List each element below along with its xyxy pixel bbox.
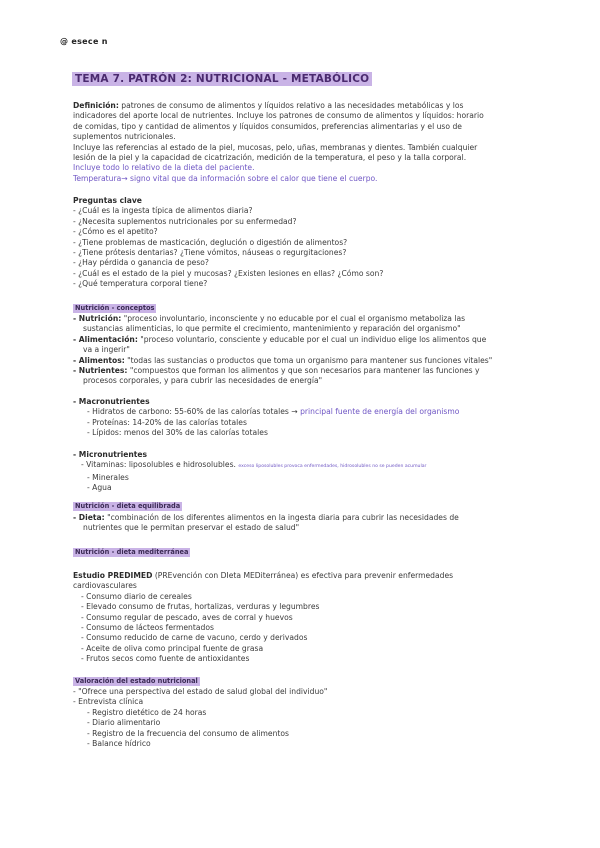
assessment-item: - Registro de la frecuencia del consumo de alimentos xyxy=(87,728,289,738)
assessment-line: - "Ofrece una perspectiva del estado de salud global del individuo" xyxy=(73,687,328,696)
definition-note: Incluye todo lo relativo de la dieta del paciente. xyxy=(73,163,255,173)
assessment-item: - Diario alimentario xyxy=(87,718,161,728)
med-item: - Consumo reducido de carne de vacuno, cerdo y derivados xyxy=(81,633,308,643)
question-item: - ¿Cuál es el estado de la piel y mucosas? ¿Existen lesiones en ellas? ¿Cómo son? xyxy=(73,268,384,278)
author-watermark: @ esece n xyxy=(60,37,108,46)
micro-item: - Vitaminas: liposolubles e hidrosolubles. xyxy=(81,460,239,470)
med-item: - Elevado consumo de frutas, hortalizas, verduras y legumbres xyxy=(81,602,320,612)
micro-item: - Agua xyxy=(87,483,112,493)
macro-block xyxy=(73,397,533,439)
macro-note: principal fuente de energía del organismo xyxy=(300,407,460,417)
study-text: cardiovasculares xyxy=(73,581,137,591)
assessment-item: - Registro dietético de 24 horas xyxy=(87,707,207,717)
assessment-block xyxy=(73,687,533,749)
definition-block xyxy=(73,101,533,184)
question-item: - ¿Tiene problemas de masticación, deglución o digestión de alimentos? xyxy=(73,237,348,247)
page-title: TEMA 7. PATRÓN 2: NUTRICIONAL - METABÓLICO xyxy=(72,72,372,86)
definition-line: suplementos nutricionales. xyxy=(73,132,176,142)
mediterranean-block xyxy=(73,571,533,665)
concept-def: procesos corporales, y para cubrir las necesidades de energía" xyxy=(83,376,323,386)
concept-def: sustancias alimenticias, lo que permite el crecimiento, mantenimiento y reparación del organismo" xyxy=(83,324,461,334)
med-item: - Aceite de oliva como principal fuente de grasa xyxy=(81,643,264,653)
micro-block xyxy=(73,450,533,494)
study-text: (PREvención con DIeta MEDiterránea) es efectiva para prevenir enfermedades xyxy=(152,571,454,580)
question-item: - ¿Hay pérdida o ganancia de peso? xyxy=(73,258,209,268)
definition-label: Definición: xyxy=(73,101,119,110)
section-heading-diet: Nutrición - dieta equilibrada xyxy=(75,502,181,510)
concept-def: "proceso involuntario, inconsciente y no educable por el cual el organismo metaboliza las xyxy=(121,314,466,323)
med-item: - Consumo de lácteos fermentados xyxy=(81,623,214,633)
concept-term: - Alimentos: xyxy=(73,355,125,365)
definition-line: indicadores del aporte local de nutrientes. Incluye los patrones de consumo de alimentos y líquidos: horario xyxy=(73,111,484,121)
macro-item: - Proteínas: 14-20% de las calorías totales xyxy=(87,417,247,427)
question-item: - ¿Cómo es el apetito? xyxy=(73,227,158,237)
questions-heading: Preguntas clave xyxy=(73,196,142,205)
diet-def: "combinación de los diferentes alimentos en la ingesta diaria para cubrir las necesidades de xyxy=(104,513,459,522)
question-item: - ¿Tiene prótesis dentarias? ¿Tiene vómitos, náuseas o regurgitaciones? xyxy=(73,248,347,258)
section-heading-assessment: Valoración del estado nutricional xyxy=(75,677,198,685)
definition-line: de comidas, tipo y cantidad de alimentos y líquidos consumidos, preferencias alimentarias y el uso de xyxy=(73,121,462,131)
definition-note: Temperatura→ signo vital que da información sobre el calor que tiene el cuerpo. xyxy=(73,173,378,183)
question-item: - ¿Cuál es la ingesta típica de alimentos diaria? xyxy=(73,206,253,216)
concept-def: va a ingerir" xyxy=(83,345,130,355)
concept-term: - Nutrición: xyxy=(73,314,122,323)
med-item: - Consumo diario de cereales xyxy=(81,591,192,601)
med-item: - Consumo regular de pescado, aves de corral y huevos xyxy=(81,612,293,622)
section-heading-concepts: Nutrición - conceptos xyxy=(75,304,155,312)
med-item: - Frutos secos como fuente de antioxidantes xyxy=(81,654,250,664)
questions-block xyxy=(73,196,533,290)
concept-def: "compuestos que forman los alimentos y que son necesarios para mantener las funciones y xyxy=(127,366,480,376)
macro-item: - Hidratos de carbono: 55-60% de las calorías totales xyxy=(87,407,289,417)
arrow-glyph: → xyxy=(288,407,301,417)
definition-line: Incluye las referencias al estado de la piel, mucosas, pelo, uñas, membranas y dientes. También cualquier xyxy=(73,142,478,152)
diet-term: - Dieta: xyxy=(73,513,105,522)
study-term: Estudio PREDIMED xyxy=(73,571,153,580)
question-item: - ¿Qué temperatura corporal tiene? xyxy=(73,279,208,289)
concept-def: "todas las sustancias o productos que toma un organismo para mantener sus funciones vitales" xyxy=(124,355,493,365)
concept-def: "proceso voluntario, consciente y educable por el cual un individuo elige los alimentos que xyxy=(137,334,487,344)
section-heading-mediterranean: Nutrición - dieta mediterránea xyxy=(75,548,189,556)
question-item: - ¿Necesita suplementos nutricionales por su enfermedad? xyxy=(73,216,297,226)
micro-heading: - Micronutrientes xyxy=(73,450,148,459)
definition-line: lesión de la piel y la capacidad de cicatrización, medición de la temperatura, el peso y la talla corporal. xyxy=(73,153,467,163)
macro-heading: - Macronutrientes xyxy=(73,397,150,406)
concepts-block xyxy=(73,314,533,387)
diet-def: nutrientes que le permitan preservar el estado de salud" xyxy=(83,523,300,533)
definition-line: patrones de consumo de alimentos y líquidos relativo a las necesidades metabólicas y los xyxy=(118,101,464,110)
micro-note: exceso liposolubles provoca enfermedades, hidrosolubles no se pueden acumular xyxy=(238,464,427,470)
assessment-item: - Balance hídrico xyxy=(87,739,151,749)
assessment-line: - Entrevista clínica xyxy=(73,697,144,707)
diet-block xyxy=(73,513,533,534)
concept-term: - Nutrientes: xyxy=(73,366,128,376)
micro-item: - Minerales xyxy=(87,472,129,482)
macro-item: - Lípidos: menos del 30% de las calorías totales xyxy=(87,428,268,438)
concept-term: - Alimentación: xyxy=(73,334,138,344)
